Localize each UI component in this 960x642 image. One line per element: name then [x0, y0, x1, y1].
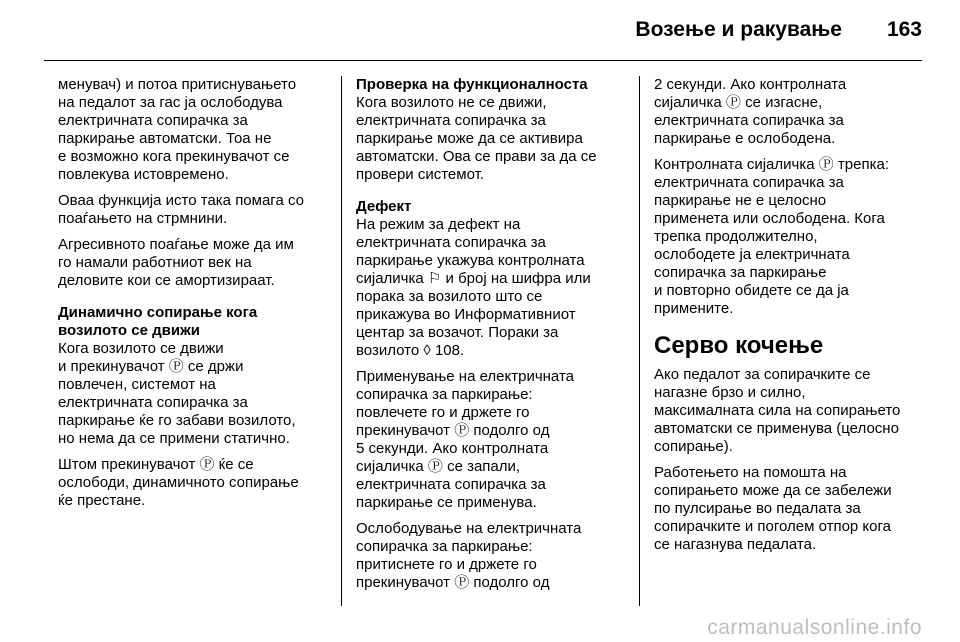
heading-servo-braking: Серво кочење — [654, 332, 824, 359]
column-divider — [639, 76, 640, 606]
page-header — [0, 0, 960, 62]
header-divider — [44, 60, 922, 61]
section-title: Возење и ракување — [635, 18, 842, 41]
paragraph: Применување на електричната сопирачка за паркирање: повлечете го и држете го прекинувачот Ⓟ подолго од 5 секунди. Ако контролната сијаличка Ⓟ се запали, електричната сопирачка за паркирање се применува. — [356, 368, 574, 511]
paragraph: менувач) и потоа притиснувањето на педалот за гас ја ослободува електричната сопирачка за паркирање автоматски. Тоа не е возможно кога прекинувачот се повлекува истовремено. — [58, 76, 297, 183]
watermark-text: carmanualsonline.info — [707, 616, 922, 639]
paragraph: 2 секунди. Ако контролната сијаличка Ⓟ се изгасне, електричната сопирачка за паркирање е ослободена. — [654, 76, 847, 147]
subheading-dynamic-braking: Динамично сопирање кога возилото се движи — [58, 304, 258, 339]
column-middle — [356, 76, 642, 600]
paragraph: Работењето на помошта на сопирањето може да се забележи по пулсирање во педалата за сопирачките и поголем отпор кога се нагазнува педалата. — [654, 464, 892, 553]
paragraph: Ако педалот за сопирачките се нагазне брзо и силно, максималната сила на сопирањето автоматски се применува (целосно сопирање). — [654, 366, 901, 455]
column-left — [58, 76, 344, 518]
paragraph: Кога возилото се движи и прекинувачот Ⓟ се држи повлечен, системот на електричната сопирачка за паркирање ќе го забави возилото, но нема да се примени статично. — [58, 340, 296, 447]
page-number: 163 — [886, 18, 922, 41]
paragraph: Штом прекинувачот Ⓟ ќе се ослободи, динамичното сопирање ќе престане. — [58, 456, 299, 509]
paragraph: На режим за дефект на електричната сопирачка за паркирање укажува контролната сијаличка ⚐ и број на шифра или порака за возилото што се прикажува во Информативниот центар за возачот. Пораки за возилото ◊ 108. — [356, 216, 591, 359]
paragraph: Ослободување на електричната сопирачка за паркирање: притиснете го и држете го прекинувачот Ⓟ подолго од — [356, 520, 582, 591]
paragraph: Контролната сијаличка Ⓟ трепка: електричната сопирачка за паркирање не е целосно применета или ослободена. Кога трепка продолжително, ослободете ја електричната сопирачка за паркирање и повторно обидете се да ја примените. — [654, 156, 889, 317]
subheading-fault: Дефект — [356, 198, 412, 215]
column-right — [654, 76, 924, 562]
column-divider — [341, 76, 342, 606]
paragraph: Агресивното поаѓање може да им го намали работниот век на деловите кои се амортизираат. — [58, 236, 294, 289]
paragraph: Оваа функција исто така помага со поаѓањето на стрмнини. — [58, 192, 304, 227]
paragraph: Кога возилото не се движи, електричната сопирачка за паркирање може да се активира автоматски. Ова се прави за да се провери системот. — [356, 94, 597, 183]
subheading-function-check: Проверка на функционалноста — [356, 76, 588, 93]
